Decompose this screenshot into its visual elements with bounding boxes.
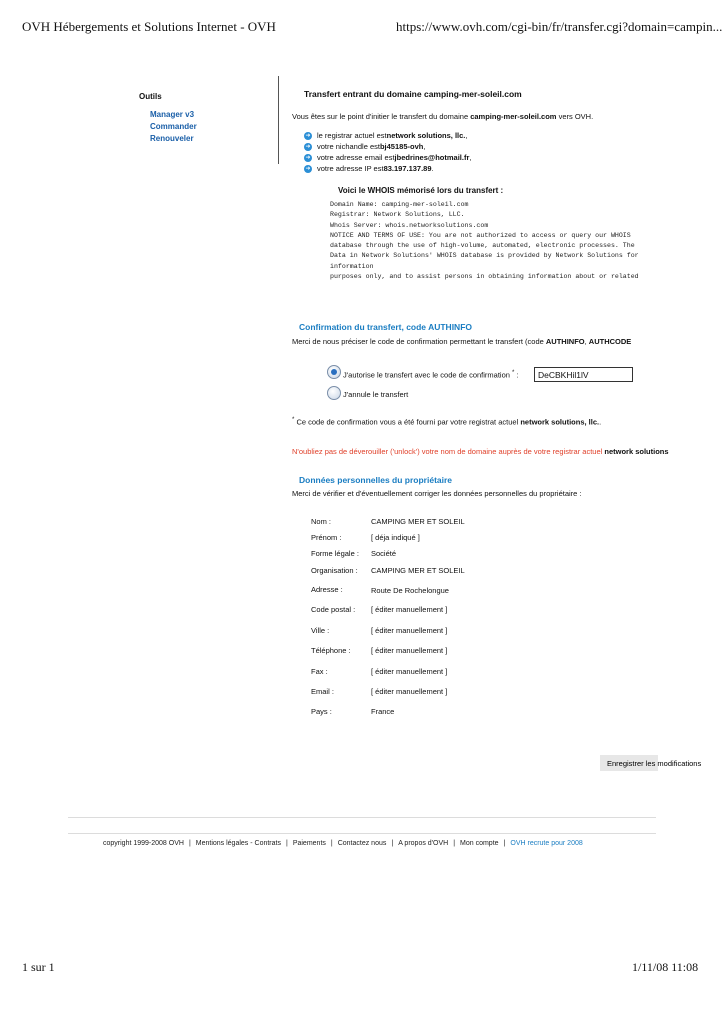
field-value-ville[interactable]: [ éditer manuellement ] xyxy=(371,626,448,635)
field-label-prenom: Prénom : xyxy=(311,533,342,542)
field-value-code-postal[interactable]: [ éditer manuellement ] xyxy=(371,605,448,614)
footer-copyright: copyright 1999-2008 OVH xyxy=(103,840,184,847)
whois-line: purposes only, and to assist persons in obtaining information about or related xyxy=(330,273,639,281)
list-item: ➜ votre adresse email est jbedrines@hotmail.fr , xyxy=(305,153,472,162)
print-datetime: 1/11/08 11:08 xyxy=(632,960,699,974)
authinfo-code-input[interactable]: DeCBKHil1lV xyxy=(534,367,633,382)
sidebar-item-commander[interactable]: Commander xyxy=(150,122,197,131)
field-label-code-postal: Code postal : xyxy=(311,605,356,614)
list-item: ➜ votre adresse IP est 83.197.137.89 . xyxy=(305,164,434,173)
field-label-adresse: Adresse : xyxy=(311,585,343,594)
footer-link-recruit[interactable]: OVH recrute pour 2008 xyxy=(510,840,583,847)
owner-description: Merci de vérifier et d'éventuellement corriger les données personnelles du propriétaire : xyxy=(292,489,582,498)
field-value-telephone[interactable]: [ éditer manuellement ] xyxy=(371,646,448,655)
auth-section-title: Confirmation du transfert, code AUTHINFO xyxy=(299,322,472,332)
field-value-prenom[interactable]: [ déja indiqué ] xyxy=(371,533,420,542)
arrow-right-icon: ➜ xyxy=(305,154,311,161)
footer-link-contact[interactable]: Contactez nous xyxy=(337,840,387,847)
whois-line: Whois Server: whois.networksolutions.com xyxy=(330,221,489,229)
footer-divider-bottom xyxy=(68,833,656,834)
whois-line: Data in Network Solutions' WHOIS database is provided by Network Solutions for xyxy=(330,252,639,260)
field-label-email: Email : xyxy=(311,687,334,696)
field-value-email[interactable]: [ éditer manuellement ] xyxy=(371,687,448,696)
field-label-nom: Nom : xyxy=(311,517,332,526)
whois-line: Registrar: Network Solutions, LLC. xyxy=(330,211,465,219)
footer-links: copyright 1999-2008 OVH | Mentions légales - Contrats | Paiements | Contactez nous | A propos d'OVH | Mon compte | OVH recrute pour 2008 xyxy=(103,840,583,847)
sidebar-item-manager[interactable]: Manager v3 xyxy=(150,110,195,119)
radio-accept-transfer[interactable] xyxy=(327,365,341,379)
arrow-right-icon: ➜ xyxy=(305,132,311,139)
transfer-info-list xyxy=(304,130,471,174)
field-label-pays: Pays : xyxy=(311,707,332,716)
list-item: ➜ le registrar actuel est network solutions, llc. , xyxy=(305,131,468,140)
whois-line: Domain Name: camping-mer-soleil.com xyxy=(330,201,469,208)
footer-link-mentions[interactable]: Mentions légales - Contrats xyxy=(195,840,281,847)
whois-title: Voici le WHOIS mémorisé lors du transfert : xyxy=(338,186,504,195)
sidebar-divider xyxy=(278,76,279,164)
field-value-fax[interactable]: [ éditer manuellement ] xyxy=(371,667,448,676)
radio-accept-label: J'autorise le transfert avec le code de confirmation * : xyxy=(343,370,519,380)
radio-cancel-transfer[interactable] xyxy=(327,386,341,400)
print-page-number: 1 sur 1 xyxy=(22,960,55,974)
unlock-warning: N'oubliez pas de déverouiller ('unlock') votre nom de domaine auprès de votre registrar actuel network solutions xyxy=(292,447,669,456)
field-value-adresse: Route De Rochelongue xyxy=(371,586,449,595)
list-item: ➜ votre nichandle est bj45185-ovh , xyxy=(305,142,426,151)
intro-suffix: vers OVH. xyxy=(556,112,594,121)
field-label-fax: Fax : xyxy=(311,667,328,676)
sidebar xyxy=(139,92,162,101)
note-registrar: network solutions, llc. xyxy=(520,417,600,427)
whois-line: information xyxy=(330,262,374,270)
ip-value: 83.197.137.89 xyxy=(383,164,432,173)
intro-prefix: Vous êtes sur le point d'initier le transfert du domaine xyxy=(292,112,471,121)
whois-line: NOTICE AND TERMS OF USE: You are not authorized to access or query our WHOIS xyxy=(330,231,631,239)
intro-domain: camping-mer-soleil.com xyxy=(470,112,557,121)
whois-box xyxy=(330,200,659,305)
field-value-organisation: CAMPING MER ET SOLEIL xyxy=(371,566,465,575)
field-label-forme: Forme légale : xyxy=(311,549,359,558)
registrar-value: network solutions, llc. xyxy=(386,131,466,140)
arrow-right-icon: ➜ xyxy=(305,165,311,172)
footer-link-moncompte[interactable]: Mon compte xyxy=(460,840,499,847)
owner-section-title: Données personnelles du propriétaire xyxy=(299,475,453,485)
footer-link-paiements[interactable]: Paiements xyxy=(292,840,326,847)
print-page-title: OVH Hébergements et Solutions Internet - OVH xyxy=(22,19,276,34)
radio-cancel-label: J'annule le transfert xyxy=(343,390,409,399)
sidebar-links xyxy=(150,109,197,145)
field-label-ville: Ville : xyxy=(311,626,330,635)
auth-note: * Ce code de confirmation vous a été fourni par votre registrat actuel network solutions, llc.. xyxy=(292,417,602,427)
sidebar-heading: Outils xyxy=(139,92,162,101)
arrow-right-icon: ➜ xyxy=(305,143,311,150)
field-label-telephone: Téléphone : xyxy=(311,646,351,655)
page-title: Transfert entrant du domaine camping-mer-soleil.com xyxy=(304,89,522,99)
whois-line: database through the use of high-volume, automated, electronic processes. The xyxy=(330,242,635,250)
field-value-pays: France xyxy=(371,707,395,716)
intro-text xyxy=(292,112,593,121)
auth-description: Merci de nous préciser le code de confirmation permettant le transfert (code AUTHINFO, AUTHCODE xyxy=(292,337,632,346)
footer-divider-top xyxy=(68,817,656,818)
field-label-organisation: Organisation : xyxy=(311,566,358,575)
field-value-nom: CAMPING MER ET SOLEIL xyxy=(371,517,465,526)
nichandle-value: bj45185-ovh xyxy=(379,142,424,151)
footer-link-apropos[interactable]: A propos d'OVH xyxy=(398,840,449,847)
field-value-forme: Société xyxy=(371,549,397,558)
print-page-url: https://www.ovh.com/cgi-bin/fr/transfer.cgi?domain=campin... xyxy=(396,19,723,34)
sidebar-item-renouveler[interactable]: Renouveler xyxy=(150,134,194,143)
email-value: jbedrines@hotmail.fr xyxy=(394,153,470,162)
save-changes-button[interactable]: Enregistrer les modifications xyxy=(600,755,658,771)
